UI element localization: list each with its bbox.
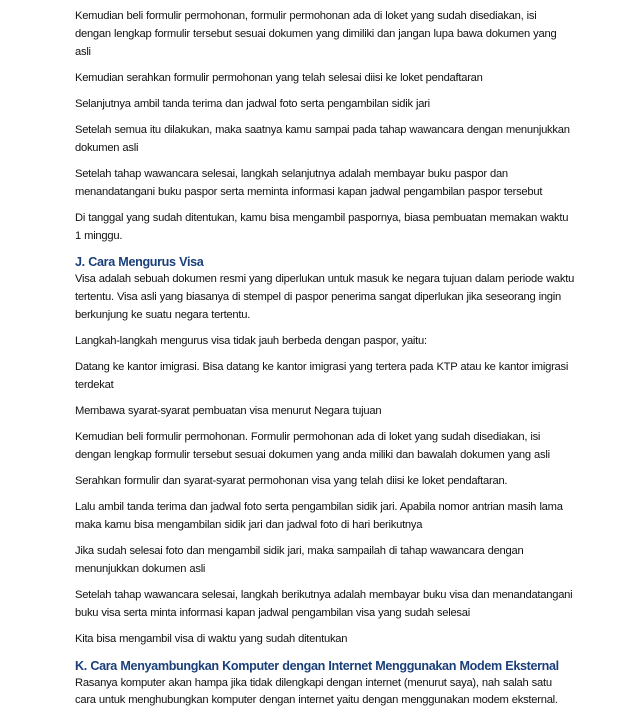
paragraph-ambil-tanda-terima-visa: Lalu ambil tanda terima dan jadwal foto serta pengambilan sidik jari. Apabila nomor antrian masih lama maka kamu bisa mengambilan sidik jari dan jadwal foto di hari berikutnya (75, 501, 563, 532)
paragraph-tahap-wawancara-paspor: Setelah semua itu dilakukan, maka saatnya kamu sampai pada tahap wawancara dengan menunjukkan dokumen asli (75, 124, 570, 154)
paragraph-membayar-visa: Setelah tahap wawancara selesai, langkah berikutnya adalah membayar buku visa dan menandatangani buku visa serta minta informasi kapan jadwal pengambilan visa yang sudah selesai (75, 589, 573, 620)
paragraph-definisi-visa: Visa adalah sebuah dokumen resmi yang diperlukan untuk masuk ke negara tujuan dalam periode waktu tertentu. Visa asli yang biasanya di stempel di paspor penerima sangat diperlukan jika seseorang ingin berkunjung ke suatu negara tertentu. (75, 273, 575, 321)
paragraph-tahap-wawancara-visa: Jika sudah selesai foto dan mengambil sidik jari, maka sampailah di tahap wawancara dengan menunjukkan dokumen asli (75, 545, 524, 576)
paragraph-serahkan-formulir-paspor: Kemudian serahkan formulir permohonan yang telah selesai diisi ke loket pendaftaran (75, 71, 483, 84)
paragraph-beli-formulir-visa: Kemudian beli formulir permohonan. Formulir permohonan ada di loket yang sudah disediakan, isi dengan lengkap formulir tersebut sesuai dokumen yang anda miliki dan bawalah dokumen yang asli (75, 431, 550, 462)
paragraph-serahkan-formulir-visa: Serahkan formulir dan syarat-syarat permohonan visa yang telah diisi ke loket pendaftaran. (75, 475, 508, 488)
paragraph-ambil-tanda-terima-paspor: Selanjutnya ambil tanda terima dan jadwal foto serta pengambilan sidik jari (75, 97, 430, 110)
paragraph-langkah-visa-intro: Langkah-langkah mengurus visa tidak jauh berbeda dengan paspor, yaitu: (75, 334, 427, 347)
paragraph-mengambil-visa: Kita bisa mengambil visa di waktu yang sudah ditentukan (75, 633, 348, 646)
paragraph-mengambil-paspor: Di tanggal yang sudah ditentukan, kamu bisa mengambil paspornya, biasa pembuatan memakan waktu 1 minggu. (75, 212, 569, 242)
section-heading-menyambungkan-komputer: K. Cara Menyambungkan Komputer dengan Internet Menggunakan Modem Eksternal (75, 658, 559, 673)
paragraph-membayar-paspor: Setelah tahap wawancara selesai, langkah selanjutnya adalah membayar buku paspor dan menandatangani buku paspor serta meminta informasi kapan jadwal pengambilan paspor tersebut (75, 168, 543, 198)
paragraph-membawa-syarat: Membawa syarat-syarat pembuatan visa menurut Negara tujuan (75, 405, 382, 418)
document-body (75, 8, 575, 719)
section-heading-cara-mengurus-visa: J. Cara Mengurus Visa (75, 255, 204, 270)
paragraph-modem-eksternal: Rasanya komputer akan hampa jika tidak dilengkapi dengan internet (menurut saya), nah salah satu cara untuk menghubungkan komputer dengan internet yaitu dengan menggunakan modem eksternal. (75, 676, 558, 707)
paragraph-datang-kantor-imigrasi: Datang ke kantor imigrasi. Bisa datang ke kantor imigrasi yang tertera pada KTP atau ke kantor imigrasi terdekat (75, 361, 569, 391)
paragraph-beli-formulir-paspor: Kemudian beli formulir permohonan, formulir permohonan ada di loket yang sudah disediakan, isi dengan lengkap formulir tersebut sesuai dokumen yang dimiliki dan jangan lupa bawa dokumen yang asli (75, 10, 557, 58)
